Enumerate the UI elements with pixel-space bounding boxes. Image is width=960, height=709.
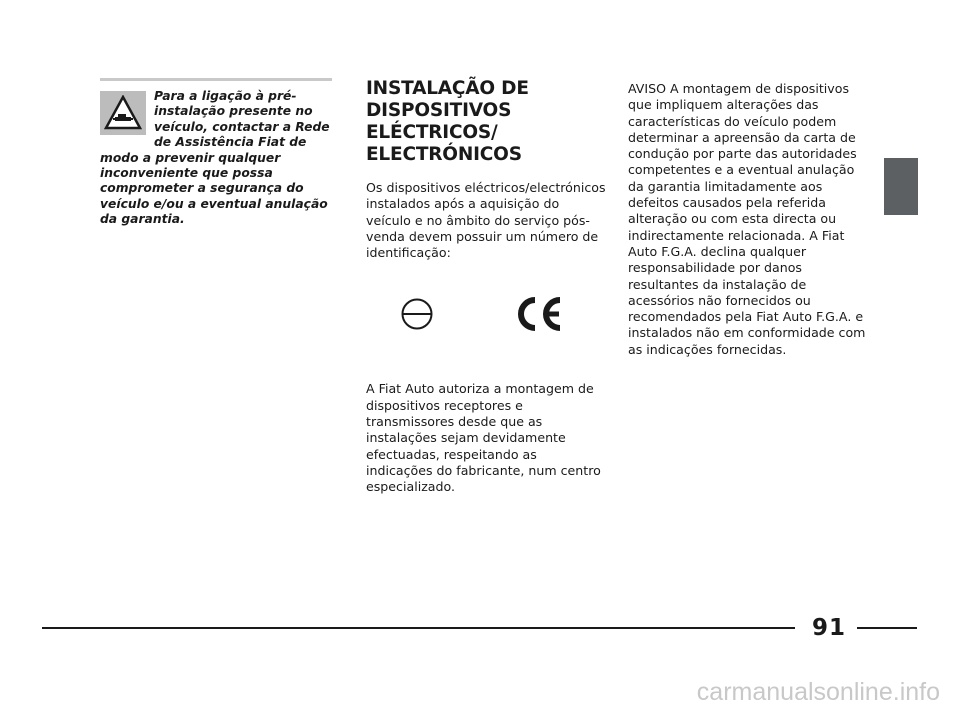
warning-divider [100,78,332,81]
warning-triangle-icon [100,91,146,135]
watermark: carmanualsonline.info [696,678,940,706]
section-heading [366,78,606,166]
page-number: 91 [811,615,846,641]
notice-column [628,81,866,358]
heading-line: ELECTRÓNICOS [366,144,522,165]
footer-rule-left [42,627,795,629]
warning-text: Para a ligação à pré-instalação presente no veículo, contactar a Rede de Assistência Fiat de modo a prevenir qualquer inconveniente que possa comprometer a segurança do veículo e/ou a eventual anulação da garantia. [100,89,330,227]
warning-box [100,78,332,228]
section-tab-marker [884,158,918,215]
e-mark-icon [400,297,434,331]
heading-line: ELÉCTRICOS/ [366,122,498,143]
heading-line: DISPOSITIVOS [366,100,512,121]
heading-line: INSTALAÇÃO DE [366,78,529,99]
footer-rule-right [857,627,917,629]
ce-mark-icon [514,295,564,333]
notice-paragraph: AVISO A montagem de dispositivos que impliquem alterações das características do veículo podem determinar a apreensão da carta de condução por parte das autoridades competentes e a eventual anulação da garantia limitadamente aos defeitos causados pela referida alteração ou com esta directa ou indirectamente relacionada. A Fiat Auto F.G.A. declina qualquer responsabilidade por danos resultantes da instalação de acessórios não fornecidos ou recomendados pela Fiat Auto F.G.A. e instalados não em conformidade com as indicações fornecidas. [628,81,866,357]
intro-paragraph: Os dispositivos eléctricos/electrónicos instalados após a aquisição do veículo e no âmbito do serviço pós-venda devem possuir um número de identificação: [366,180,606,261]
authorization-paragraph: A Fiat Auto autoriza a montagem de dispositivos receptores e transmissores desde que as instalações sejam devidamente efectuadas, respeitando as indicações do fabricante, num centro especializado. [366,381,601,495]
installation-section [366,78,606,496]
certification-symbols [366,281,606,359]
